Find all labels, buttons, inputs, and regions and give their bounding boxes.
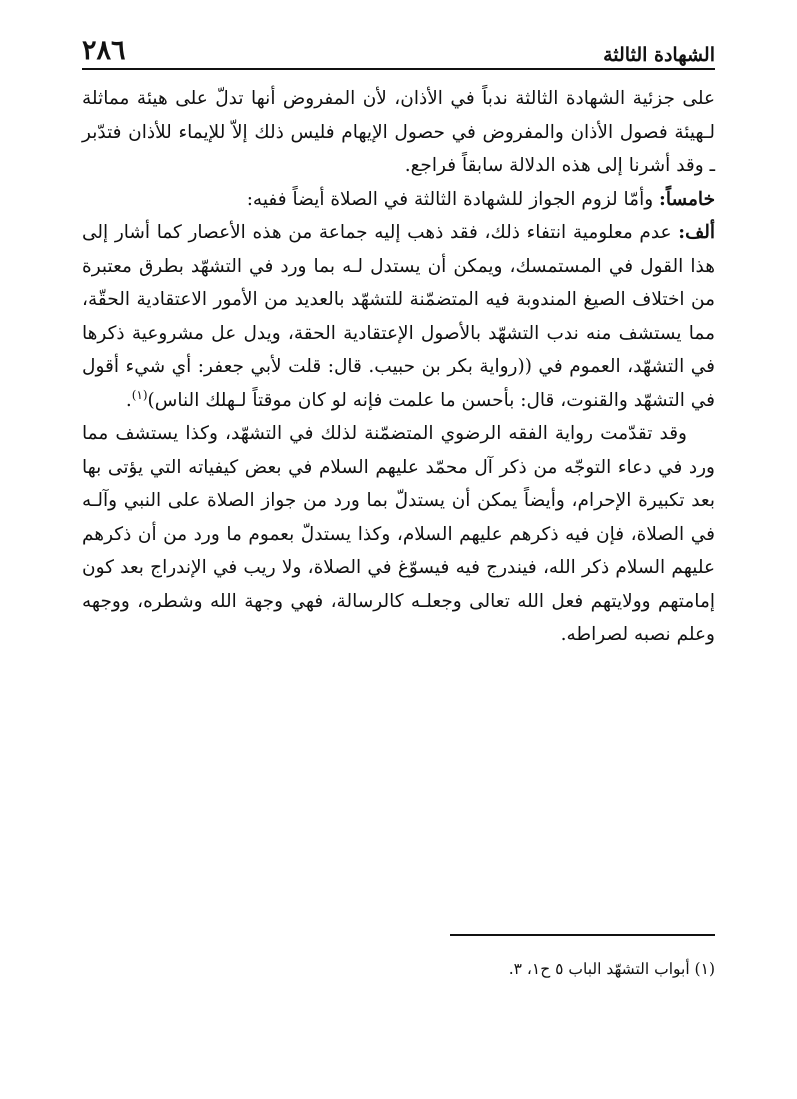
section-label-fifth: خامساً: bbox=[659, 188, 715, 210]
footnote-ref[interactable]: (١) bbox=[131, 387, 148, 402]
page-header bbox=[82, 30, 715, 66]
paragraph-4: وقد تقدّمت رواية الفقه الرضوي المتضمّنة لذلك في التشهّد، وكذا يستشف مما ورد في دعاء التوجّه من ذكر آل محمّد عليهم السلام في بعض كيفياته التي يؤتى بها بعد تكبيرة الإحرام، وأيضاً يمكن أن يستدلّ بما ورد من جواز الصلاة على النبي وآلـه في الصلاة، فإن فيه ذكرهم عليهم السلام، وكذا يستدلّ بعموم ما ورد من أن ذكرهم عليهم السلام ذكر الله، فيندرج فيه فيسوّغ في الصلاة، ولا ريب في الإندراج بعد كون إمامتهم وولايتهم فعل الله تعالى وجعلـه كالرسالة، فهي وجهة الله وشطره، ووجهه وعلم نصبه لصراطه. bbox=[82, 423, 715, 645]
paragraph-3-end: . bbox=[125, 389, 132, 411]
body-text bbox=[82, 82, 715, 652]
running-title: الشهادة الثالثة bbox=[603, 44, 715, 66]
paragraph-1: على جزئية الشهادة الثالثة ندباً في الأذان، لأن المفروض أنها تدلّ على هيئة مماثلة لـهيئة فصول الأذان والمفروض في حصول الإيهام فليس ذلك إلاّ للإيماء للأذان فتدّبر ـ وقد أشرنا إلى هذه الدلالة سابقاً فراجع. bbox=[82, 88, 715, 176]
paragraph-2 bbox=[82, 183, 715, 217]
paragraph-3 bbox=[82, 216, 715, 417]
paragraph-2-text: وأمّا لزوم الجواز للشهادة الثالثة في الصلاة أيضاً ففيه: bbox=[246, 188, 660, 210]
footnote-rule bbox=[450, 934, 715, 936]
footnote: (١) أبواب التشهّد الباب ٥ ح١، ٣. bbox=[508, 960, 715, 978]
section-label-alif: ألف: bbox=[678, 222, 715, 243]
page-number: ٢٨٦ bbox=[82, 35, 126, 66]
paragraph-3-text: عدم معلومية انتفاء ذلك، فقد ذهب إليه جماعة من هذه الأعصار كما أشار إلى هذا القول في المستمسك، ويمكن أن يستدل لـه بما ورد في التشهّد بطرق معتبرة من اختلاف الصيغ المندوبة فيه المتضمّنة للتشهّد بالعديد من الأمور الاعتقادية الحقّة، مما يستشف منه ندب التشهّد بالأصول الإعتقادية الحقة، ويدل عل مشروعية ذكرها في التشهّد، العموم في ((رواية بكر بن حبيب. قال: قلت لأبي جعفر: أي شيء أقول في التشهّد والقنوت، قال: بأحسن ما علمت فإنه لو كان موقتاً لـهلك الناس) bbox=[82, 222, 715, 411]
header-rule bbox=[82, 68, 715, 70]
